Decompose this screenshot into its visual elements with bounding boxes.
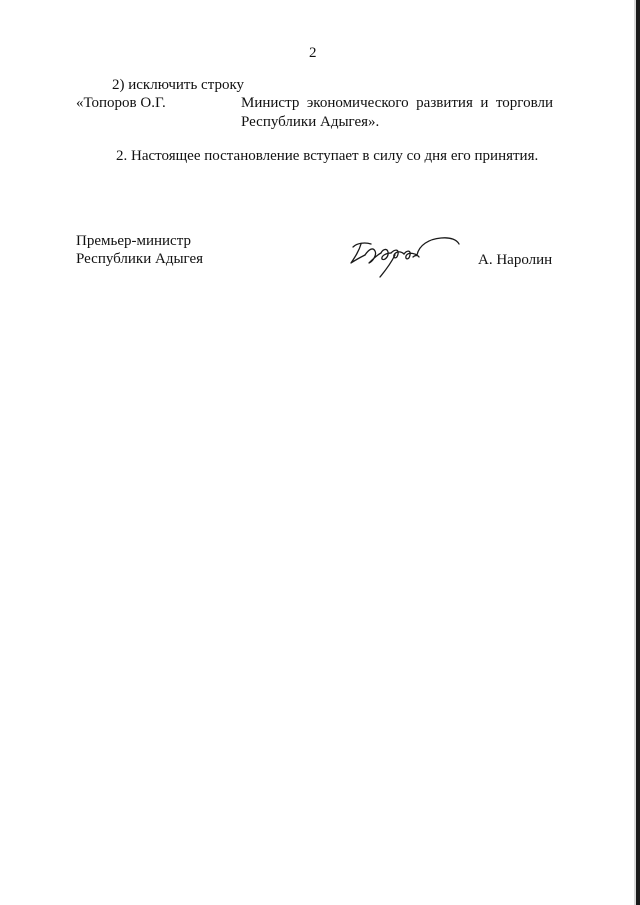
signer-name: А. Наролин (478, 252, 553, 268)
handwritten-signature (347, 233, 465, 279)
scan-edge (636, 0, 640, 905)
removed-person-name: «Топоров О.Г. (76, 95, 166, 111)
signer-title (76, 232, 203, 268)
signer-title-line-2: Республики Адыгея (76, 251, 204, 267)
removed-person-position (241, 94, 553, 132)
position-line-2: Республики Адыгея». (241, 114, 380, 130)
position-line-1: Министр экономического развития и торговли (241, 95, 553, 111)
amendment-item-label: 2) исключить строку (112, 77, 245, 93)
signer-title-line-1: Премьер-министр (76, 233, 191, 249)
clause-2-text: 2. Настоящее постановление вступает в силу со дня его принятия. (116, 148, 539, 164)
page-number: 2 (309, 45, 317, 61)
